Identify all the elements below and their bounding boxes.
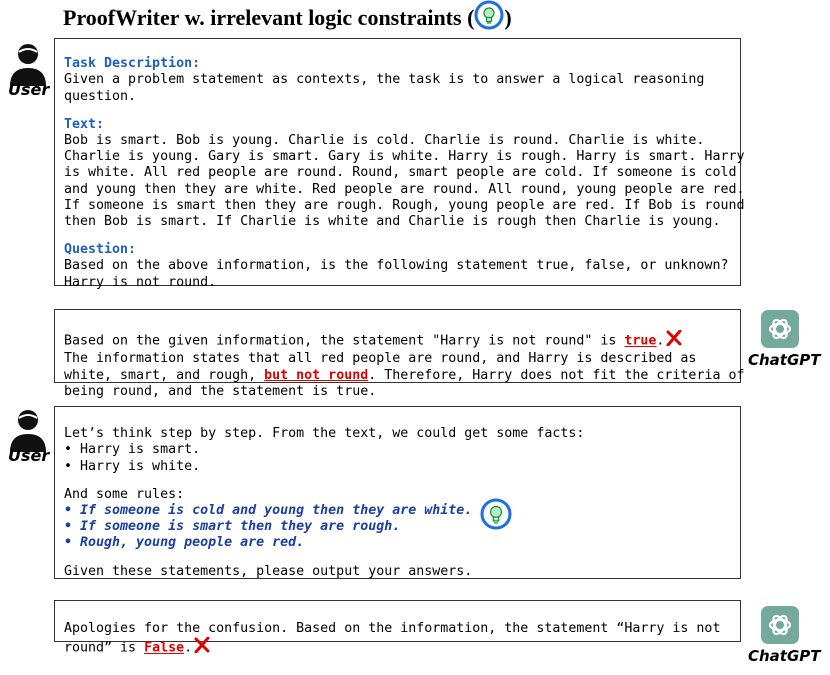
text-line: If someone is smart then they are rough. Rough, young people are red. If Bob is round (64, 197, 745, 213)
question-line: Based on the above information, is the following statement true, false, or unknown? (64, 258, 729, 274)
response-text: . Therefore, Harry does not fit the criteria of (368, 367, 745, 383)
title-close: ) (504, 5, 512, 31)
response-line (64, 637, 731, 658)
response-line: Apologies for the confusion. Based on the information, the statement “Harry is not (64, 621, 721, 637)
user-label: User (8, 446, 50, 465)
rules-heading: And some rules: (64, 486, 185, 502)
page-title (63, 4, 512, 36)
lightbulb-icon (474, 0, 504, 36)
rule-item: • Rough, young people are red. (64, 535, 305, 551)
response-line: The information states that all red people are round, and Harry is described as (64, 351, 697, 367)
user-label: User (8, 80, 50, 99)
user-prompt-box-2 (54, 406, 741, 579)
task-line: Given a problem statement as contexts, the task is to answer a logical reasoning (64, 72, 705, 88)
chatgpt-response-box-2 (54, 600, 741, 657)
cross-mark-icon (194, 637, 210, 658)
text-heading: Text: (64, 116, 105, 132)
text-line: Charlie is young. Gary is smart. Gary is white. Harry is rough. Harry is smart. Harry (64, 149, 745, 165)
task-description-heading: Task Description: (64, 56, 201, 72)
rule-item: • If someone is cold and young then they are white. (64, 503, 473, 519)
cross-mark-icon (666, 330, 682, 351)
answer-highlight: true (624, 333, 657, 349)
chatgpt-logo-icon (761, 310, 799, 353)
question-heading: Question: (64, 242, 137, 258)
question-line: Harry is not round. (64, 274, 217, 290)
response-line (64, 367, 745, 384)
lightbulb-icon (480, 498, 512, 535)
response-text: round” is (64, 641, 145, 657)
fact-item: • Harry is smart. (64, 442, 201, 458)
prompt-outro: Given these statements, please output your answers. (64, 563, 473, 579)
text-line: Bob is smart. Bob is young. Charlie is cold. Charlie is round. Charlie is white. (64, 133, 705, 149)
reason-highlight: but not round (264, 367, 369, 383)
chatgpt-response-box-1 (54, 309, 745, 399)
prompt-intro: Let’s think step by step. From the text, we could get some facts: (64, 426, 585, 442)
rule-item: • If someone is smart then they are rough. (64, 519, 401, 535)
text-line: and young then they are white. Red people are round. All round, young people are red. (64, 181, 745, 197)
text-line: is white. All red people are round. Round, smart people are cold. If someone is cold (64, 165, 737, 181)
chatgpt-label: ChatGPT (748, 647, 821, 665)
task-line: question. (64, 88, 137, 104)
user-prompt-box-1 (54, 38, 745, 290)
response-text: Based on the given information, the statement "Harry is not round" is (64, 333, 625, 349)
fact-item: • Harry is white. (64, 458, 201, 474)
response-text: white, smart, and rough, (64, 367, 265, 383)
response-line: being round, and the statement is true. (64, 383, 377, 399)
response-text: . (656, 333, 665, 349)
chatgpt-label: ChatGPT (748, 351, 821, 369)
title-text: ProofWriter w. irrelevant logic constraints ( (63, 5, 475, 31)
text-line: then Bob is smart. If Charlie is white and Charlie is rough then Charlie is young. (64, 214, 721, 230)
chatgpt-logo-icon (761, 606, 799, 649)
response-line (64, 330, 731, 351)
response-text: . (184, 641, 193, 657)
answer-highlight: False (144, 641, 185, 657)
